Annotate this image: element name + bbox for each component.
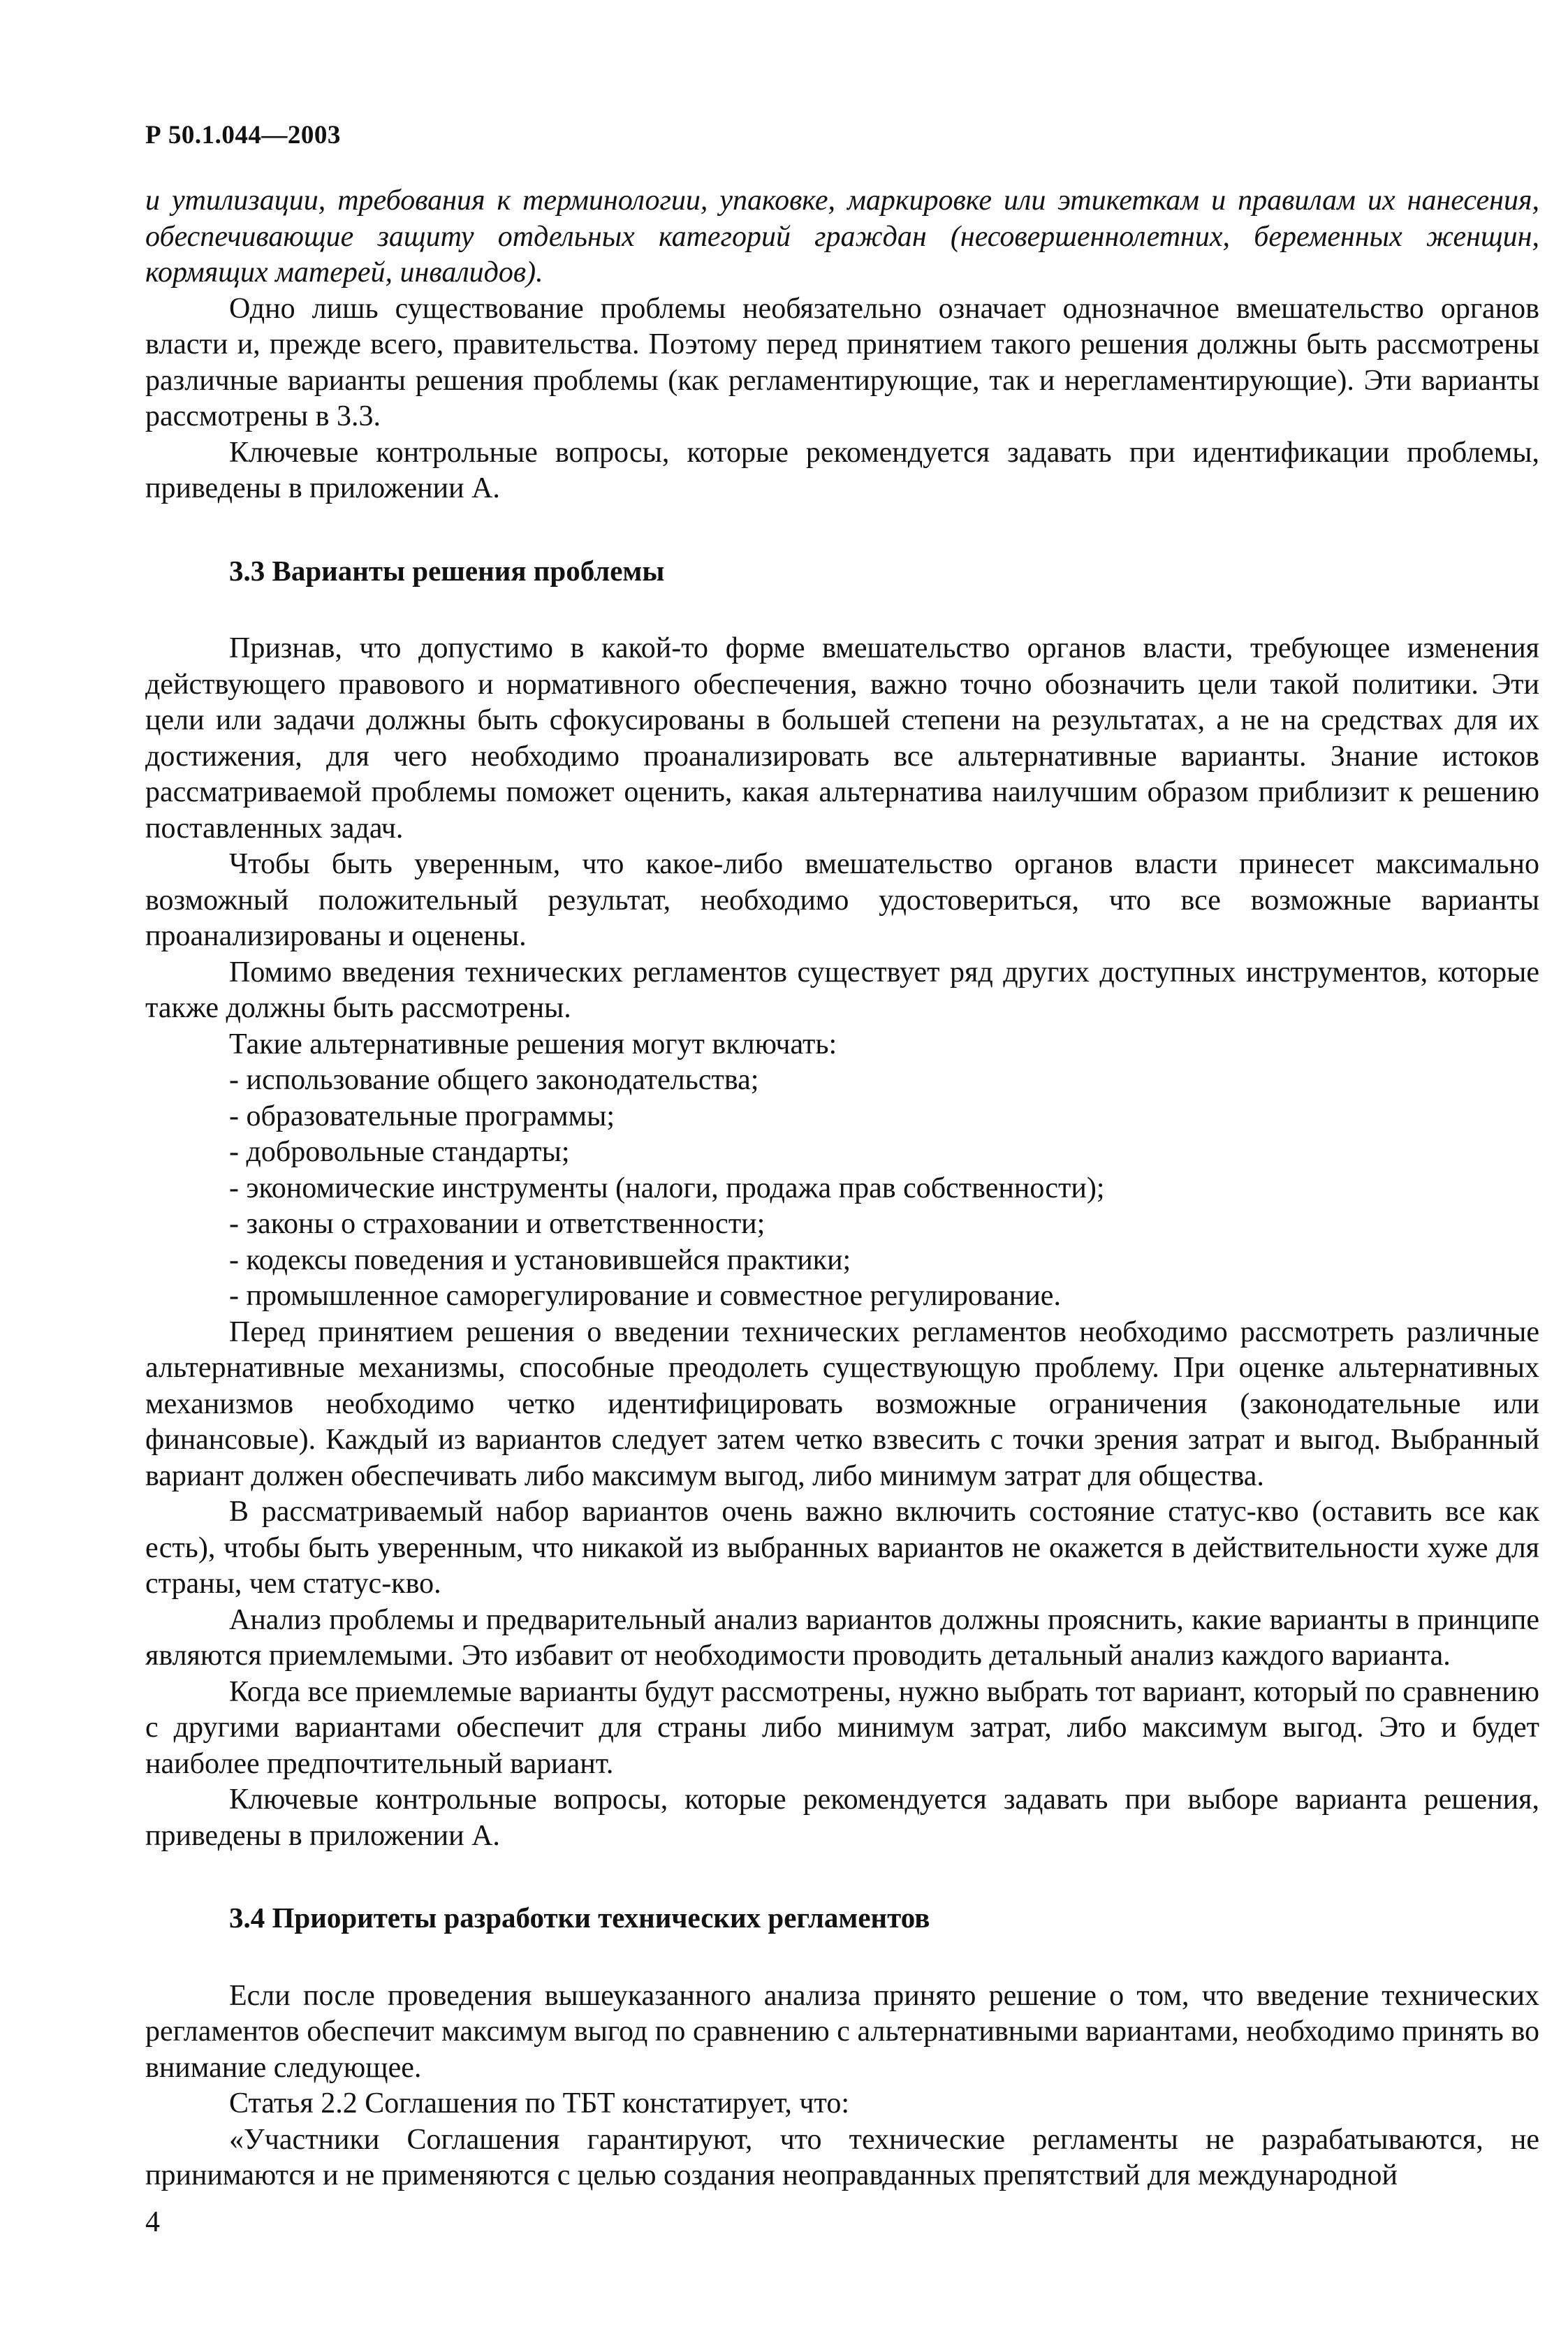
list-item: - экономические инструменты (налоги, продажа прав собственности);: [229, 1172, 1105, 1204]
paragraph: Ключевые контрольные вопросы, которые рекомендуется задавать при идентификации проблемы, приведены в приложении А.: [145, 436, 1539, 504]
paragraph: Чтобы быть уверенным, что какое-либо вмешательство органов власти принесет максимально возможный положительный результат, необходимо удостовериться, что все возможные варианты проанализированы и оценены.: [145, 848, 1539, 952]
paragraph: Признав, что допустимо в какой-то форме вмешательство органов власти, требующее изменения действующего правового и нормативного обеспечения, важно точно обозначить цели такой политики. Эти цели или задачи должны быть сфокусированы в большей степени на результатах, а не на средствах для их достижения, для чего необходимо проанализировать все альтернативные варианты. Знание истоков рассматриваемой проблемы поможет оценить, какая альтернатива наилучшим образом приблизит к решению поставленных задач.: [145, 632, 1539, 845]
paragraph: и утилизации, требования к терминологии, упаковке, маркировке или этикеткам и правилам их нанесения, обеспечивающие защиту отдельных категорий граждан (несовершеннолетних, беременных женщин, кормящих матерей, инвалидов).: [145, 184, 1539, 289]
paragraph: Когда все приемлемые варианты будут рассмотрены, нужно выбрать тот вариант, который по сравнению с другими вариантами обеспечит для страны либо минимум затрат, либо максимум выгод. Это и будет наиболее предпочтительный вариант.: [145, 1675, 1539, 1780]
section-heading: 3.3 Варианты решения проблемы: [229, 554, 665, 587]
section-heading: 3.4 Приоритеты разработки технических регламентов: [229, 1902, 930, 1934]
paragraph: Такие альтернативные решения могут включать:: [229, 1028, 837, 1060]
paragraph: В рассматриваемый набор вариантов очень важно включить состояние статус-кво (оставить все как есть), чтобы быть уверенным, что никакой из выбранных вариантов не окажется в действительности хуже для страны, чем статус-кво.: [145, 1496, 1539, 1600]
list-item: - добровольные стандарты;: [229, 1136, 570, 1168]
list-item: - кодексы поведения и установившейся практики;: [229, 1243, 851, 1276]
paragraph: Анализ проблемы и предварительный анализ вариантов должны прояснить, какие варианты в принципе являются приемлемыми. Это избавит от необходимости проводить детальный анализ каждого варианта.: [145, 1603, 1539, 1672]
paragraph: Статья 2.2 Соглашения по ТБТ констатирует, что:: [229, 2087, 849, 2120]
paragraph: Перед принятием решения о введении технических регламентов необходимо рассмотреть различные альтернативные механизмы, способные преодолеть существующую проблему. При оценке альтернативных механизмов необходимо четко идентифицировать возможные ограничения (законодательные или финансовые). Каждый из вариантов следует затем четко взвесить с точки зрения затрат и выгод. Выбранный вариант должен обеспечивать либо максимум выгод, либо минимум затрат для общества.: [145, 1315, 1539, 1492]
paragraph: Помимо введения технических регламентов существует ряд других доступных инструментов, которые также должны быть рассмотрены.: [145, 956, 1539, 1024]
paragraph: Ключевые контрольные вопросы, которые рекомендуется задавать при выборе варианта решения, приведены в приложении А.: [145, 1783, 1539, 1852]
list-item: - законы о страховании и ответственности;: [229, 1208, 765, 1240]
list-item: - использование общего законодательства;: [229, 1064, 759, 1096]
paragraph: Если после проведения вышеуказанного анализа принято решение о том, что введение технических регламентов обеспечит максимум выгод по сравнению с альтернативными вариантами, необходимо принять во внимание следующее.: [145, 1979, 1539, 2084]
list-item: - промышленное саморегулирование и совместное регулирование.: [229, 1280, 1061, 1312]
document-body: [145, 183, 1539, 2194]
list-item: - образовательные программы;: [229, 1100, 615, 1132]
page-number: 4: [145, 2206, 160, 2238]
paragraph: «Участники Соглашения гарантируют, что технические регламенты не разрабатываются, не принимаются и не применяются с целью создания неоправданных препятствий для международной: [145, 2123, 1539, 2191]
document-header: Р 50.1.044—2003: [145, 121, 341, 149]
alternatives-list: [145, 1063, 1539, 1315]
paragraph: Одно лишь существование проблемы необязательно означает однозначное вмешательство органов власти и, прежде всего, правительства. Поэтому перед принятием такого решения должны быть рассмотрены различные варианты решения проблемы (как регламентирующие, так и нерегламентирующие). Эти варианты рассмотрены в 3.3.: [145, 292, 1539, 432]
